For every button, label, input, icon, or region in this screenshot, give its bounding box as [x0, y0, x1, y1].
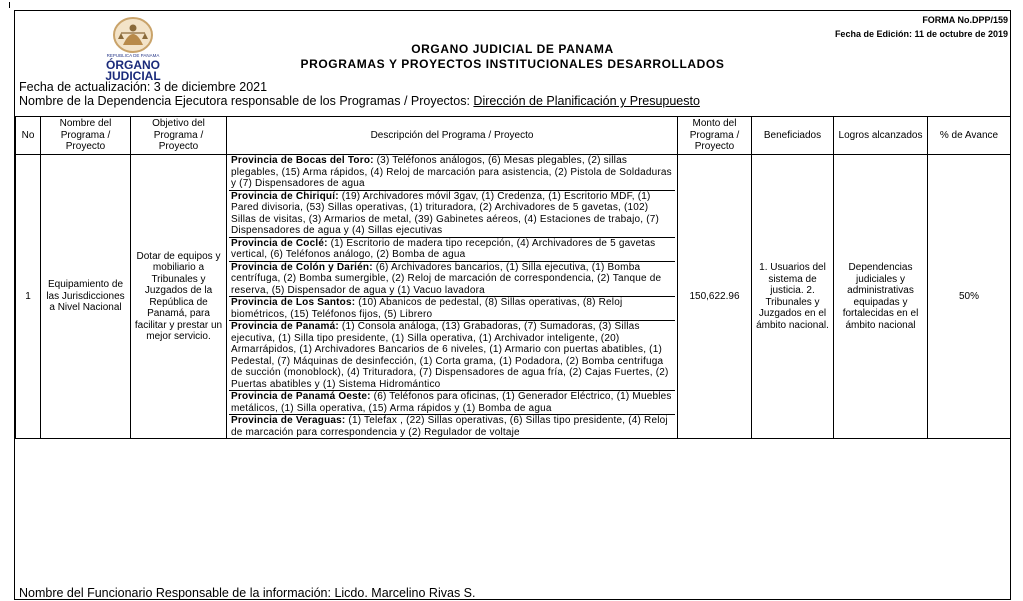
header-beneficiados: Beneficiados	[752, 117, 834, 155]
cell-avance: 50%	[928, 155, 1011, 439]
logo-text-organo: ÓRGANO	[106, 58, 160, 72]
header-logros: Logros alcanzados	[834, 117, 928, 155]
table-header-row	[16, 117, 1011, 155]
edition-date: Fecha de Edición: 11 de octubre de 2019	[834, 29, 1008, 39]
dependency-label: Nombre de la Dependencia Ejecutora responsable de los Programas / Proyectos:	[19, 94, 474, 108]
cell-beneficiados: 1. Usuarios del sistema de justicia. 2. Tribunales y Juzgados en el ámbito nacional.	[752, 155, 834, 439]
cell-descripcion	[227, 155, 678, 439]
province-los-santos: Provincia de Los Santos: (10) Abanicos de pedestal, (8) Sillas operativas, (8) Reloj biométricos, (15) Teléfonos fijos, (5) Librero	[229, 297, 675, 321]
form-number: FORMA No.DPP/159	[922, 15, 1008, 25]
logo-small-text: REPUBLICA DE PANAMA	[106, 53, 160, 58]
province-panama: Provincia de Panamá: (1) Consola análoga, (13) Grabadoras, (7) Sumadoras, (3) Sillas ejecutiva, (1) Silla tipo presidente, (1) Silla operativa, (1) Archivador inteligente, (20) Armarrápidos, (1) Archivadores Bancarios de 6 niveles, (1) Armario con puertas abatibles, (1) Pedestal, (7) Máquinas de desinfección, (1) Corta grama, (1) Podadora, (2) Bomba centrifuga de succión (monoblock), (4) Trituradora, (7) Dispensadores de agua fría, (2) Cajas Fuertes, (2) Puertas abatibles y (1) Sistema Hidromántico	[229, 321, 675, 391]
province-colon-darien: Provincia de Colón y Darién: (6) Archivadores bancarios, (1) Silla ejecutiva, (1) Bomba centrífuga, (2) Bomba sumergible, (2) Reloj de marcación de correspondencia, (2) Tanque de reserva, (5) Dispensador de agua y (1) Vacuo lavadora	[229, 262, 675, 298]
form-sheet	[14, 10, 1011, 600]
province-panama-oeste: Provincia de Panamá Oeste: (6) Teléfonos para oficinas, (1) Generador Eléctrico, (1) Muebles metálicos, (1) Silla operativa, (15) Arma rápidos y (1) Bomba de agua	[229, 391, 675, 415]
cell-monto: 150,622.96	[678, 155, 752, 439]
dependency-value: Dirección de Planificación y Presupuesto	[473, 94, 700, 108]
header-nombre: Nombre del Programa / Proyecto	[41, 117, 131, 155]
province-chiriqui: Provincia de Chiriquí: (19) Archivadores móvil 3gav, (1) Credenza, (1) Escritorio MDF, (1) Pared divisoria, (53) Sillas operativas, (1) trituradora, (2) Archivadores de 5 gavetas, (102) Sillas de visitas, (3) Armarios de metal, (39) Gabinetes aéreos, (4) Estaciones de trabajo, (7) Dispensadores de agua y (4) Sillas ejecutivas	[229, 191, 675, 238]
cell-no: 1	[16, 155, 41, 439]
header-descripcion: Descripción del Programa / Proyecto	[227, 117, 678, 155]
responsible-official: Nombre del Funcionario Responsable de la información: Licdo. Marcelino Rivas S.	[19, 586, 476, 600]
corner-mark	[9, 2, 10, 8]
update-date: Fecha de actualización: 3 de diciembre 2021	[19, 80, 268, 94]
header-monto: Monto del Programa / Proyecto	[678, 117, 752, 155]
header-avance: % de Avance	[928, 117, 1011, 155]
title-programas: PROGRAMAS Y PROYECTOS INSTITUCIONALES DESARROLLADOS	[300, 57, 725, 71]
header-no: No	[16, 117, 41, 155]
table-row	[16, 155, 1011, 439]
title-organo: ORGANO JUDICIAL DE PANAMA	[411, 42, 614, 56]
dependency-line	[19, 94, 700, 108]
province-veraguas: Provincia de Veraguas: (1) Telefax , (22) Sillas operativas, (6) Sillas tipo presidente, (4) Reloj de marcación para correspondencia y (2) Regulador de voltaje	[231, 415, 668, 438]
cell-objetivo: Dotar de equipos y mobiliario a Tribunales y Juzgados de la República de Panamá, para facilitar y prestar un mejor servicio.	[131, 155, 227, 439]
province-cocle: Provincia de Coclé: (1) Escritorio de madera tipo recepción, (4) Archivadores de 5 gavetas vertical, (6) Teléfonos análogo, (2) Bomba de agua	[229, 238, 675, 262]
header-objetivo: Objetivo del Programa / Proyecto	[131, 117, 227, 155]
cell-logros: Dependencias judiciales y administrativas equipadas y fortalecidas en el ámbito nacional	[834, 155, 928, 439]
logo-text-judicial: JUDICIAL	[105, 69, 161, 83]
cell-nombre: Equipamiento de las Jurisdicciones a Nivel Nacional	[41, 155, 131, 439]
province-bocas-del-toro: Provincia de Bocas del Toro: (3) Teléfonos análogos, (6) Mesas plegables, (2) sillas plegables, (15) Arma rápidos, (4) Reloj de marcación para asistencia, (2) Pistola de Soldaduras y (7) Dispensadores de agua	[229, 155, 675, 191]
programs-table	[15, 116, 1011, 439]
